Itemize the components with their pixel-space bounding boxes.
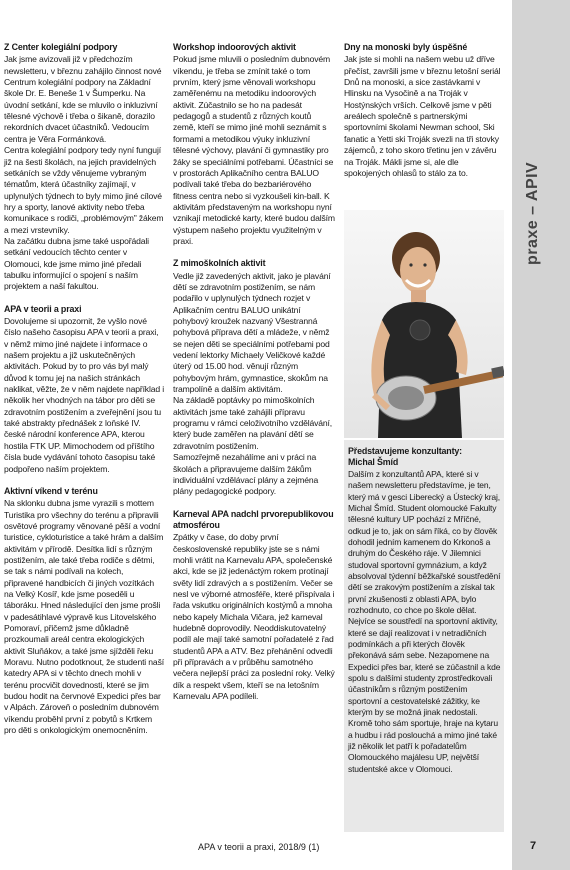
paragraph: Na základě poptávky po mimoškolních aktivitách jsme také zahájili přípravu programu v rámci celoživotního vzdělávání, který bude zaměřen na plavání dětí se zdravotním postižením. xyxy=(173,395,332,451)
paragraph: Pokud jsme mluvili o posledním dubnovém víkendu, je třeba se zmínit také o tom prvním, který jsme věnovali workshopu zaměřenému na metodiku indoorových aktivit. Zúčastnilo se ho na padesát pedagogů a studentů z různých koutů země, kteří se mimo jiné mohli seznámit s formami a metodikou výuky inkluzivní tělesné výchovy, plavání či gymnastiky pro žáky se speciálními potřebami. Účastníci se v prostorách Aplikačního centra BALUO podívali také třeba do bezbariérového fitness centra nebo si vyzkoušeli kin-ball. K aktivitám představeným na workshopu nyní vznikají metodické karty, které budou dalším výstupem našeho projektu využitelným v praxi. xyxy=(173,54,335,246)
paragraph: Jak jste si mohli na našem webu už dříve přečíst, završili jsme v březnu letošní seriál Dnů na monoski, a sice zastávkami v Hlinsku na Vysočině a na Troják v Hostýnských vrších. Celkově jsme v pěti areálech společně s partnerskými sportovními školami Newman school, Ski fanatic a Yetti ski Troják svezli na tři stovky zájemců, z toho skoro třetinu jen v závěru na Troják. Mákli jsme si, ale dle spokojených ohlasů to stálo za to. xyxy=(344,54,501,178)
sidebar-top xyxy=(512,0,570,112)
section-heading: Z mimoškolních aktivit xyxy=(173,258,266,269)
column-1 xyxy=(4,42,164,747)
section-monoski xyxy=(344,42,504,179)
consultant-profile xyxy=(348,446,501,775)
box-heading-name: Michal Šmíd xyxy=(348,457,399,468)
section-apa-v-teorii xyxy=(4,304,164,475)
column-2 xyxy=(173,42,335,714)
column-3 xyxy=(344,42,504,190)
box-heading: Představujeme konzultanty: xyxy=(348,446,462,456)
section-mimoskolni-aktivity xyxy=(173,258,335,497)
paragraph: Centra kolegiální podpory tedy nyní fungují již na šesti školách, na jejich pravidelných setkáních se vždy věnujeme vybraným tématům, která účastníky zajímají, v uplynulých týdnech to byly mimo jiné cílové hry a sporty, lanové aktivity nebo třeba komunikace s rodiči, „problémovým" žákem a mezi vrstevníky. xyxy=(4,145,164,235)
page-number: 7 xyxy=(530,840,537,852)
paragraph: Dovolujeme si upozornit, že vyšlo nové číslo našeho časopisu APA v teorii a praxi, v němž mimo jiné najdete i informace o našem projektu a již uskutečněných aktivitách. Pokud by to pro vás byl malý důvod k tomu jej na našich stránkách naklikat, věžte, že v něm najdete například i několik her vhodných na tábor pro děti se zdravotním postižením a zveřejnění jsou tu také abstrakty přednášek z loňské IV. české národní konference APA, kterou hostila FTK UP. Mimochodem od příštího čísla bude vydávání tohoto časopisu také podpořeno naším projektem. xyxy=(4,316,164,474)
section-heading: APA v teorii a praxi xyxy=(4,303,82,314)
footer-journal: APA v teorii a praxi, 2018/9 (1) xyxy=(198,842,320,852)
paragraph: Samozřejmě nezahálíme ani v práci na školách a připravujeme dalším žákům individuální vzdělávací plány a zejména plány pedagogické podpory. xyxy=(173,452,319,497)
section-aktivni-vikend xyxy=(4,486,164,737)
paragraph: Na sklonku dubna jsme vyrazili s mottem Turistika pro všechny do terénu a připravili osvětové programy věnované pěší a vodní turistice, cykloturistice a také hrám a dalším aktivitám v přírodě. Desítka lidí s různým postižením, ale také třeba rodiče s dětmi, se tak s námi podívali na kolech, připravené handbicích či jiných vozítkách na Velký Kosíř, kde jsme poseděli u táboráku. Hned následující den jsme prošli v padesátihlavé výpravě kus Litovelského Pomoraví, přičemž jsme důkladně prozkoumali areál centra ekologických aktivit Sluňákov, a také jsme sjížděli řeku Moravu. Nutno podotknout, že studenti naší katedry APA si v těchto dnech mohli v terénu procvičit dovednosti, které se jim budou hodit na červnové Expedici přes bar v Alpách. Zároveň o posledním dubnovém víkendu proběhl první z pobytů s Krtkem pro děti s onkologickým onemocněním. xyxy=(4,498,164,736)
section-heading: Workshop indoorových aktivit xyxy=(173,42,296,52)
section-heading: Aktivní víkend v terénu xyxy=(4,485,98,496)
section-heading: Karneval APA nadchl prvorepublikovou atmosférou xyxy=(173,508,334,530)
paragraph: Dalším z konzultantů APA, které si v našem newsletteru představíme, je ten, který má v gesci Liberecký a Ústecký kraj, Michal Šmíd. Student olomoucké Fakulty tělesné kultury UP pochází z Mříčné, odkud je to, jak on sám říká, co by člověk dohodil jedním kamenem do Krkonoš a druhým do Českého ráje. V Jilemnici studoval sportovní gymnázium, a když absolvoval týdenní běžkařské soustředění dětí se zrakovým postižením a získal tak první zkušenosti z oblasti APA, bylo rozhodnuto, co chce po škole dělat. Nejvíce se soustředí na sportovní aktivity, které se dají realizovat i v netradičních podmínkách a při kterých člověk překonává sám sebe. Nezapomene na Expedici přes bar, které se zúčastnil a kde spolu s dalšími studenty zprostředkovali účastníkům s různým postižením sportovní a cestovatelské zážitky, ke kterým by se možná jinak nedostali. Kromě toho sám sportuje, hraje na kytaru a hudbu i rád poslouchá a mimo jiné také již několik let patří k pořadatelům Olomouckého majálesu UP, největší studentské akce v Olomouci. xyxy=(348,468,501,774)
section-karneval xyxy=(173,509,335,703)
paragraph: Zpátky v čase, do doby první československé republiky jste se s námi mohli vrátit na Karnevalu APA, společenské akci, kde se již jedenáctým rokem protínají světy lidí zdravých a s postižením. Večer se nesl ve výborné atmosféře, které přispívala i řada vskutku originálních kostýmů a mnoha nebo kapely Michala Vičara, jež karneval hudebně doprovodily. Neoddiskutovatelný podíl ale mají také samotní pořadatelé z řad studentů APA a ATV. Bez přehánění odvedli při přípravách a v průběhu samotného večera nejlepší práci za poslední roky. Velký dík a respekt všem, kteří se na letošním Karnevalu APA podíleli. xyxy=(173,532,335,702)
section-heading: Z Center kolegiální podpory xyxy=(4,42,118,52)
sidebar-band xyxy=(512,0,570,870)
section-center-kolegialni-podpory xyxy=(4,42,164,293)
section-workshop xyxy=(173,42,335,247)
guitarist-illustration xyxy=(344,210,504,438)
paragraph: Vedle již zavedených aktivit, jako je plavání dětí se zdravotním postižením, se nám podařilo v uplynulých týdnech rozjet v Aplikačním centru BALUO unikátní pohybový kroužek nazvaný Všestranná pohybová příprava dětí a mládeže, v němž se nejen děti se speciálními potřebami pod vedení lektorky Michaely Veličkové každé úterý od 15.00 hod. věnují různým pohybovým hrám, gymnastice, skokům na trampolíně a dalším aktivitám. xyxy=(173,270,331,395)
section-heading: Dny na monoski byly úspěšné xyxy=(344,42,468,52)
paragraph: Na začátku dubna jsme také uspořádali setkání vedoucích těchto center v Olomouci, kde jsme mimo jiné předali tabulku informující o spojení s naším projektem a naší fakultou. xyxy=(4,235,149,292)
consultant-photo xyxy=(344,210,504,438)
sidebar-label-text: praxe – APIV xyxy=(524,161,541,265)
paragraph: Jak jsme avizovali již v předchozím newsletteru, v březnu zahájilo činnost nové Centrum kolegiální podpory na Základní škole Dr. E. Beneše 1 v Šumperku. Na úvodní setkání, kde se mluvilo o inkluzivní tělesné výchově i třeba o šikaně, dorazilo rekordních dvacet účastníků. Vedoucím centra je Věra Formánková. xyxy=(4,54,162,144)
